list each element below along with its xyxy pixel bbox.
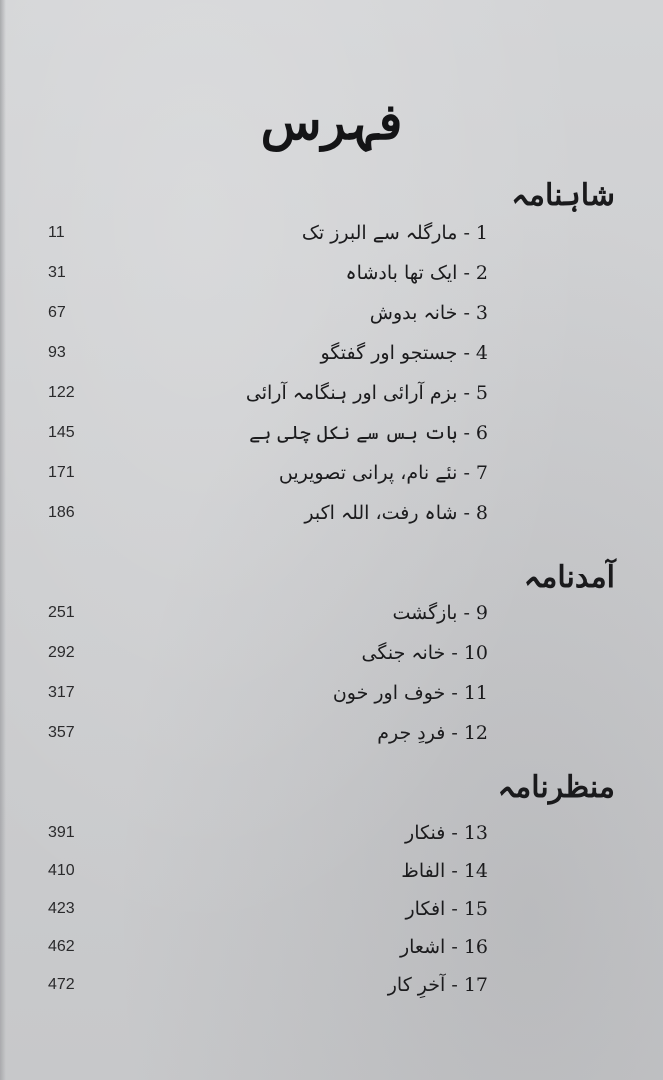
toc-entry-title: ایک تھا بادشاہ (345, 262, 458, 284)
toc-entry-title: خانہ جنگی (361, 642, 446, 664)
toc-entry-number: 7 (475, 462, 488, 484)
toc-entry-title: بزم آرائی اور ہنگامہ آرائی (245, 382, 458, 404)
toc-entry-title: افکار (405, 898, 446, 920)
toc-entry-title: خانہ بدوش (369, 302, 458, 324)
toc-entry-number: 5 (475, 382, 488, 404)
toc-entry-title: اشعار (399, 936, 446, 958)
section-heading: شاہنامہ (511, 178, 615, 213)
toc-entry-separator: - (445, 642, 464, 664)
toc-entry[interactable] (0, 682, 663, 714)
toc-entry-page-number: 391 (48, 824, 75, 841)
section-heading: منظرنامہ (497, 770, 615, 805)
toc-entry-number: 2 (475, 262, 488, 284)
toc-entry[interactable] (0, 422, 663, 454)
toc-entry-page-number: 31 (48, 264, 66, 281)
toc-entry-number: 4 (475, 342, 488, 364)
toc-entry[interactable] (0, 462, 663, 494)
toc-entry-separator: - (445, 974, 464, 996)
toc-entry-separator: - (457, 222, 476, 244)
toc-entry-page-number: 292 (48, 644, 75, 661)
toc-entry-page-number: 357 (48, 724, 75, 741)
toc-entry-title: نئے نام، پرانی تصویریں (278, 462, 458, 484)
toc-entry[interactable] (0, 860, 663, 892)
toc-entry-number: 12 (463, 722, 488, 744)
toc-entry-line (249, 422, 488, 444)
toc-entry-title: فنکار (405, 822, 446, 844)
toc-entry-separator: - (457, 342, 476, 364)
toc-entry-line (370, 302, 488, 324)
toc-entry[interactable] (0, 302, 663, 334)
toc-entry-separator: - (457, 262, 476, 284)
section-heading: آمدنامہ (523, 560, 615, 595)
toc-entry-separator: - (457, 602, 476, 624)
toc-entry-separator: - (445, 722, 464, 744)
toc-entry[interactable] (0, 382, 663, 414)
toc-entry-separator: - (445, 898, 464, 920)
toc-entry-page-number: 122 (48, 384, 75, 401)
toc-entry-line (320, 342, 488, 364)
toc-entry-page-number: 186 (48, 504, 75, 521)
toc-entry-number: 15 (463, 898, 488, 920)
toc-entry-title: فردِ جرم (377, 722, 446, 744)
toc-entry-number: 6 (475, 422, 488, 444)
toc-entry-separator: - (445, 860, 464, 882)
toc-entry-page-number: 410 (48, 862, 75, 879)
toc-entry-page-number: 472 (48, 976, 75, 993)
toc-entry-title: الفاظ (401, 860, 446, 882)
toc-entry-page-number: 93 (48, 344, 66, 361)
toc-entry[interactable] (0, 222, 663, 254)
toc-entry-separator: - (445, 822, 464, 844)
toc-entry-separator: - (445, 936, 464, 958)
toc-entry-number: 16 (463, 936, 488, 958)
toc-entry[interactable] (0, 974, 663, 1006)
toc-entry-line (279, 462, 488, 484)
toc-entry-page-number: 251 (48, 604, 75, 621)
toc-entry-page-number: 11 (48, 224, 65, 241)
toc-entry-number: 3 (475, 302, 488, 324)
toc-entry-number: 13 (463, 822, 488, 844)
toc-entry-page-number: 145 (48, 424, 75, 441)
toc-entry-page-number: 171 (48, 464, 75, 481)
toc-entry-number: 9 (475, 602, 488, 624)
toc-entry[interactable] (0, 936, 663, 968)
toc-entry-line (346, 262, 488, 284)
toc-entry-page-number: 317 (48, 684, 75, 701)
toc-entry-separator: - (457, 462, 476, 484)
toc-entry[interactable] (0, 642, 663, 674)
toc-entry-separator: - (457, 502, 476, 524)
toc-entry-line (393, 602, 489, 624)
page-title: فہرس (260, 92, 403, 151)
toc-entry-line (405, 898, 488, 920)
toc-entry[interactable] (0, 898, 663, 930)
toc-entry-separator: - (457, 422, 476, 444)
toc-entry-page-number: 423 (48, 900, 75, 917)
toc-entry[interactable] (0, 822, 663, 854)
toc-entry-page-number: 67 (48, 304, 66, 321)
toc-entry[interactable] (0, 602, 663, 634)
toc-entry-line (377, 722, 488, 744)
toc-entry-line (405, 822, 488, 844)
toc-entry-line (304, 502, 488, 524)
toc-entry-line (246, 382, 488, 404)
toc-entry-line (388, 974, 488, 996)
toc-entry-page-number: 462 (48, 938, 75, 955)
toc-entry-line (333, 682, 488, 704)
toc-entry-number: 10 (463, 642, 488, 664)
toc-entry-title: بازگشت (392, 602, 458, 624)
toc-entry[interactable] (0, 262, 663, 294)
toc-entry-line (401, 860, 488, 882)
toc-entry[interactable] (0, 342, 663, 374)
toc-entry-line (362, 642, 489, 664)
toc-entry-line (302, 222, 488, 244)
toc-entry-title: خوف اور خون (332, 682, 446, 704)
toc-entry-number: 11 (463, 682, 488, 704)
toc-entry-title: جستجو اور گفتگو (320, 342, 458, 364)
toc-entry-separator: - (445, 682, 464, 704)
toc-entry-number: 1 (475, 222, 488, 244)
toc-entry[interactable] (0, 502, 663, 534)
toc-entry-title: آخرِ کار (387, 974, 446, 996)
toc-entry-separator: - (457, 382, 476, 404)
toc-entry-number: 17 (463, 974, 488, 996)
toc-entry-number: 14 (463, 860, 488, 882)
toc-entry-line (400, 936, 488, 958)
toc-entry-number: 8 (475, 502, 488, 524)
toc-entry-title: بات بس سے نکل چلی ہے (249, 422, 458, 444)
toc-entry-title: مارگلہ سے البرز تک (301, 222, 458, 244)
toc-entry-separator: - (457, 302, 476, 324)
toc-entry[interactable] (0, 722, 663, 754)
toc-entry-title: شاہ رفت، اللہ اکبر (304, 502, 458, 524)
